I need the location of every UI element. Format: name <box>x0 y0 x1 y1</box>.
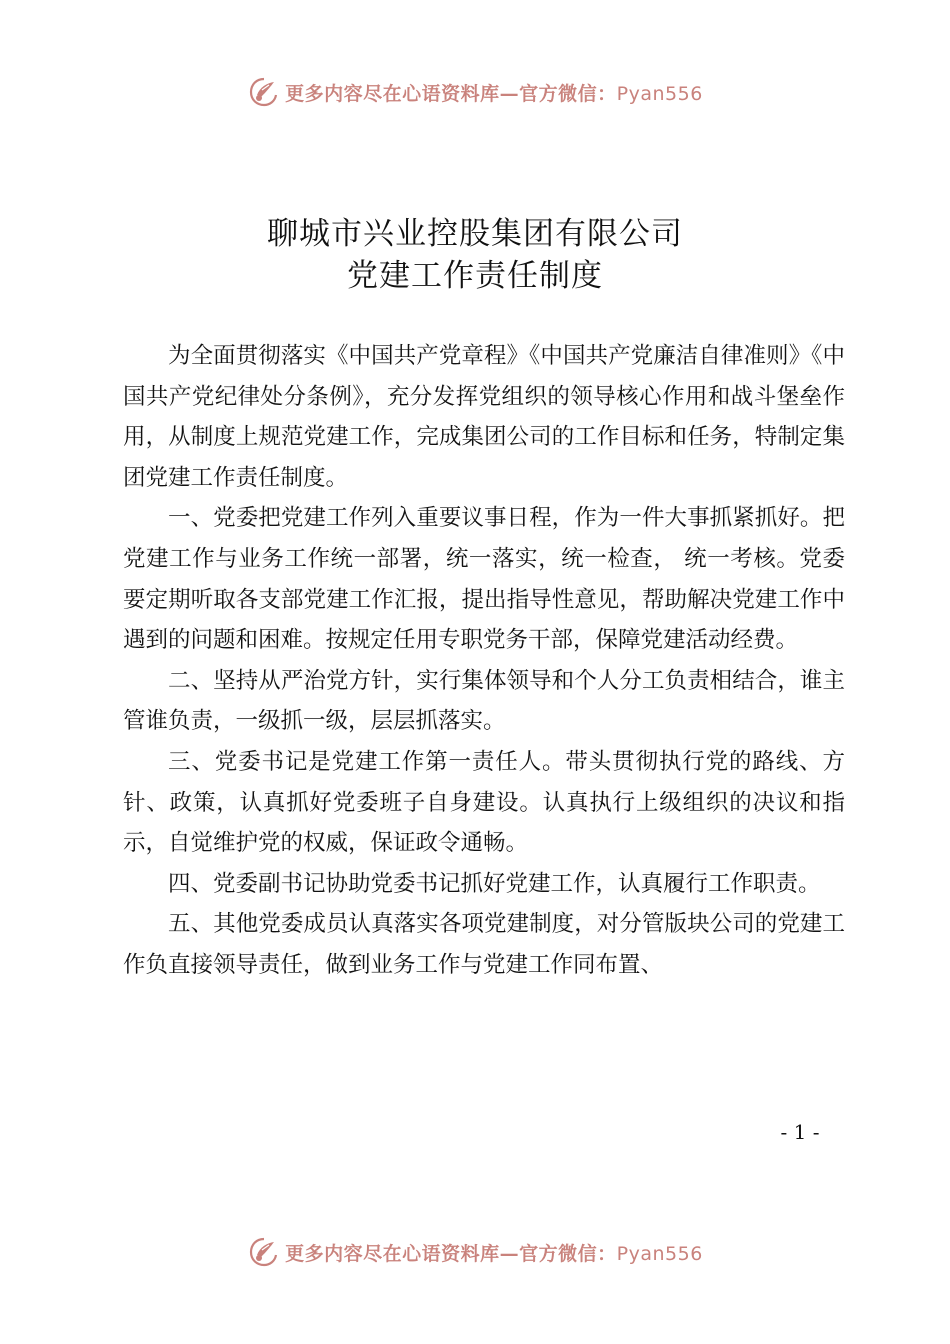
watermark-banner-top <box>0 72 950 112</box>
brush-logo-icon <box>247 1235 281 1269</box>
paragraph-item-4: 四、党委副书记协助党委书记抓好党建工作，认真履行工作职责。 <box>168 870 821 897</box>
watermark-banner-bottom <box>0 1232 950 1272</box>
watermark-text: 更多内容尽在心语资料库—官方微信：Pyan556 <box>285 1242 703 1265</box>
paragraph-item-2: 二、坚持从严治党方针，实行集体领导和个人分工负责相结合，谁主管谁负责，一级抓一级，层层抓落实。 <box>123 667 845 735</box>
brush-logo-icon <box>247 75 281 109</box>
wechat-id: Pyan556 <box>616 82 703 105</box>
document-title-line-2: 党建工作责任制度 <box>347 258 603 294</box>
paragraph-item-1: 一、党委把党建工作列入重要议事日程，作为一件大事抓紧抓好。把党建工作与业务工作统一部署，统一落实，统一检查， 统一考核。党委要定期听取各支部党建工作汇报，提出指导性意见，帮助解决党建工作中遇到的问题和困难。按规定任用专职党务干部，保障党建活动经费。 <box>123 505 845 654</box>
paragraph-item-3: 三、党委书记是党建工作第一责任人。带头贯彻执行党的路线、方针、政策，认真抓好党委班子自身建设。认真执行上级组织的决议和指示，自觉维护党的权威，保证政令通畅。 <box>123 748 845 857</box>
page-number: - 1 - <box>780 1120 820 1144</box>
paragraph-item-5: 五、其他党委成员认真落实各项党建制度，对分管版块公司的党建工作负直接领导责任，做到业务工作与党建工作同布置、 <box>123 911 845 978</box>
wechat-id: Pyan556 <box>616 1242 703 1265</box>
document-title-line-1: 聊城市兴业控股集团有限公司 <box>267 216 683 252</box>
paragraph-intro: 为全面贯彻落实《中国共产党章程》《中国共产党廉洁自律准则》《中国共产党纪律处分条例》，充分发挥党组织的领导核心作用和战斗堡垒作用，从制度上规范党建工作，完成集团公司的工作目标和任务，特制定集团党建工作责任制度。 <box>123 343 845 491</box>
watermark-text: 更多内容尽在心语资料库—官方微信：Pyan556 <box>285 82 703 105</box>
document-body <box>123 336 845 986</box>
